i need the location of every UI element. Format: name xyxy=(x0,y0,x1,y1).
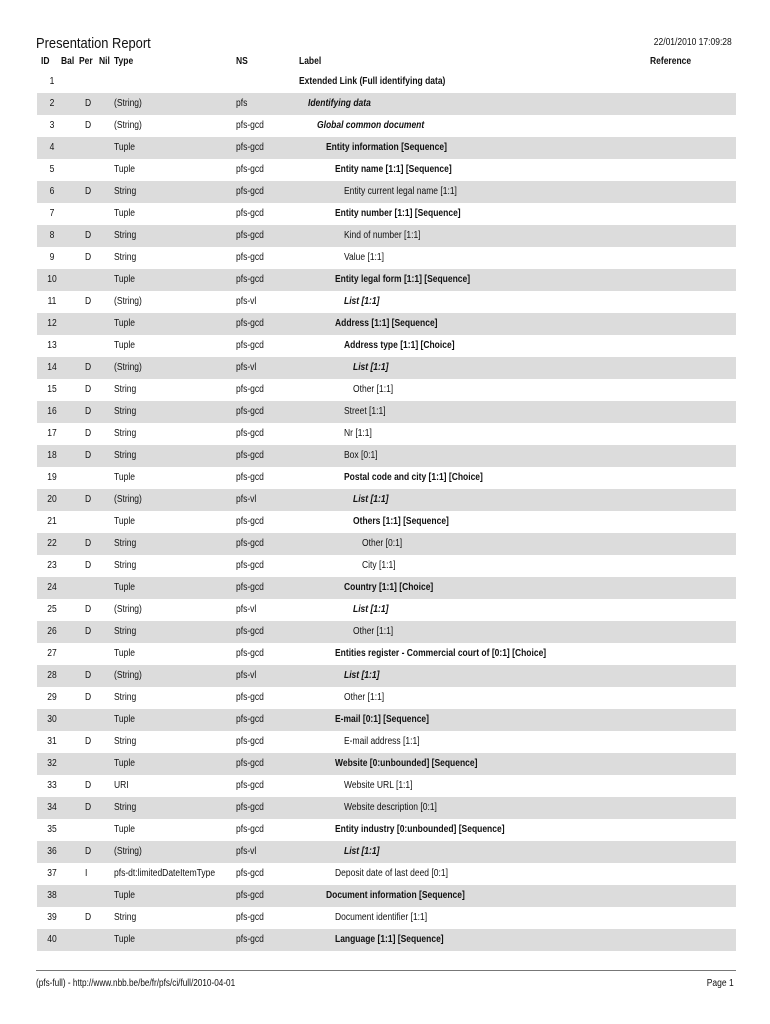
cell-id: 38 xyxy=(47,890,57,901)
cell-id: 22 xyxy=(47,538,57,549)
cell-type: String xyxy=(114,538,137,549)
cell-id: 2 xyxy=(49,98,55,109)
cell-type: (String) xyxy=(114,120,142,131)
table-row xyxy=(37,445,736,467)
cell-label: City [1:1] xyxy=(362,560,396,571)
cell-label: Box [0:1] xyxy=(344,450,378,461)
table-row xyxy=(37,753,736,775)
cell-id: 40 xyxy=(47,934,57,945)
cell-label: Others [1:1] [Sequence] xyxy=(353,516,449,527)
footer-source: (pfs-full) - http://www.nbb.be/be/fr/pfs/ci/full/2010-04-01 xyxy=(36,978,236,989)
cell-type: String xyxy=(114,450,137,461)
cell-type: (String) xyxy=(114,604,142,615)
table-row xyxy=(37,643,736,665)
cell-type: Tuple xyxy=(114,318,135,329)
cell-ns: pfs-gcd xyxy=(236,252,264,263)
cell-type: Tuple xyxy=(114,274,135,285)
cell-id: 15 xyxy=(47,384,57,395)
cell-ns: pfs-gcd xyxy=(236,120,264,131)
cell-bal: D xyxy=(85,406,92,417)
cell-type: Tuple xyxy=(114,890,135,901)
cell-ns: pfs-gcd xyxy=(236,560,264,571)
cell-ns: pfs-gcd xyxy=(236,428,264,439)
col-type-header: Type xyxy=(114,56,134,67)
cell-label: Address type [1:1] [Choice] xyxy=(344,340,455,351)
table-row xyxy=(37,907,736,929)
cell-ns: pfs-vl xyxy=(236,604,257,615)
cell-label: Document identifier [1:1] xyxy=(335,912,428,923)
cell-type: (String) xyxy=(114,670,142,681)
table-row xyxy=(37,93,736,115)
cell-ns: pfs-gcd xyxy=(236,714,264,725)
cell-type: pfs-dt:limitedDateItemType xyxy=(114,868,216,879)
cell-bal: D xyxy=(85,98,92,109)
cell-id: 25 xyxy=(47,604,57,615)
col-nil-header: Nil xyxy=(99,56,110,67)
table-row xyxy=(37,929,736,951)
table-row xyxy=(37,665,736,687)
cell-label: List [1:1] xyxy=(344,296,380,307)
cell-bal: I xyxy=(85,868,88,879)
table-row xyxy=(37,863,736,885)
report-table xyxy=(37,71,736,951)
cell-id: 39 xyxy=(47,912,57,923)
table-row xyxy=(37,555,736,577)
cell-label: Nr [1:1] xyxy=(344,428,372,439)
table-row xyxy=(37,687,736,709)
cell-bal: D xyxy=(85,846,92,857)
cell-ns: pfs-gcd xyxy=(236,274,264,285)
cell-ns: pfs-vl xyxy=(236,362,257,373)
cell-label: Global common document xyxy=(317,120,425,131)
cell-bal: D xyxy=(85,736,92,747)
cell-id: 24 xyxy=(47,582,57,593)
cell-label: E-mail [0:1] [Sequence] xyxy=(335,714,430,725)
cell-ns: pfs-gcd xyxy=(236,230,264,241)
cell-type: Tuple xyxy=(114,516,135,527)
table-row xyxy=(37,379,736,401)
cell-bal: D xyxy=(85,362,92,373)
cell-bal: D xyxy=(85,384,92,395)
cell-ns: pfs-gcd xyxy=(236,934,264,945)
table-row xyxy=(37,423,736,445)
cell-ns: pfs-gcd xyxy=(236,692,264,703)
cell-label: Other [1:1] xyxy=(353,384,394,395)
cell-ns: pfs-vl xyxy=(236,494,257,505)
cell-id: 19 xyxy=(47,472,57,483)
report-timestamp: 22/01/2010 17:09:28 xyxy=(653,37,732,48)
cell-ns: pfs-gcd xyxy=(236,626,264,637)
cell-type: String xyxy=(114,692,137,703)
cell-type: String xyxy=(114,252,137,263)
cell-ns: pfs-gcd xyxy=(236,450,264,461)
table-row xyxy=(37,885,736,907)
cell-label: Entity current legal name [1:1] xyxy=(344,186,457,197)
table-row xyxy=(37,533,736,555)
table-row xyxy=(37,71,736,93)
cell-bal: D xyxy=(85,802,92,813)
cell-label: E-mail address [1:1] xyxy=(344,736,420,747)
table-row xyxy=(37,401,736,423)
cell-id: 31 xyxy=(47,736,57,747)
cell-label: Entity information [Sequence] xyxy=(326,142,447,153)
cell-bal: D xyxy=(85,692,92,703)
cell-ns: pfs-gcd xyxy=(236,164,264,175)
cell-label: Extended Link (Full identifying data) xyxy=(299,76,446,87)
cell-type: String xyxy=(114,912,137,923)
cell-ns: pfs-vl xyxy=(236,296,257,307)
cell-ns: pfs-gcd xyxy=(236,868,264,879)
cell-id: 3 xyxy=(49,120,55,131)
cell-ns: pfs-gcd xyxy=(236,406,264,417)
table-row xyxy=(37,203,736,225)
cell-ns: pfs-gcd xyxy=(236,186,264,197)
cell-id: 6 xyxy=(49,186,55,197)
table-row xyxy=(37,137,736,159)
footer-divider xyxy=(36,970,736,971)
cell-id: 11 xyxy=(47,296,57,307)
cell-id: 13 xyxy=(47,340,57,351)
cell-ns: pfs-gcd xyxy=(236,736,264,747)
cell-ns: pfs-gcd xyxy=(236,648,264,659)
cell-type: String xyxy=(114,736,137,747)
cell-id: 21 xyxy=(47,516,57,527)
table-row xyxy=(37,313,736,335)
cell-label: Country [1:1] [Choice] xyxy=(344,582,434,593)
cell-label: Other [0:1] xyxy=(362,538,403,549)
cell-label: Website URL [1:1] xyxy=(344,780,413,791)
cell-bal: D xyxy=(85,780,92,791)
cell-id: 10 xyxy=(47,274,57,285)
cell-bal: D xyxy=(85,494,92,505)
col-id-header: ID xyxy=(41,56,50,67)
cell-id: 28 xyxy=(47,670,57,681)
cell-id: 37 xyxy=(47,868,57,879)
cell-ns: pfs-gcd xyxy=(236,824,264,835)
cell-type: String xyxy=(114,230,137,241)
table-row xyxy=(37,291,736,313)
table-row xyxy=(37,159,736,181)
cell-ns: pfs-gcd xyxy=(236,384,264,395)
cell-ns: pfs-gcd xyxy=(236,142,264,153)
col-label-header: Label xyxy=(299,56,322,67)
cell-id: 36 xyxy=(47,846,57,857)
cell-ns: pfs-gcd xyxy=(236,538,264,549)
footer-page-number: Page 1 xyxy=(707,978,734,989)
table-row xyxy=(37,115,736,137)
cell-type: Tuple xyxy=(114,758,135,769)
cell-label: Address [1:1] [Sequence] xyxy=(335,318,438,329)
cell-ns: pfs-gcd xyxy=(236,318,264,329)
cell-type: Tuple xyxy=(114,164,135,175)
col-per-header: Per xyxy=(79,56,93,67)
cell-type: Tuple xyxy=(114,472,135,483)
cell-id: 5 xyxy=(49,164,55,175)
cell-type: String xyxy=(114,802,137,813)
cell-id: 1 xyxy=(49,76,55,87)
cell-ns: pfs-gcd xyxy=(236,802,264,813)
cell-label: Entity industry [0:unbounded] [Sequence] xyxy=(335,824,505,835)
cell-id: 17 xyxy=(47,428,57,439)
cell-label: Website description [0:1] xyxy=(344,802,437,813)
table-row xyxy=(37,775,736,797)
cell-type: URI xyxy=(114,780,129,791)
cell-bal: D xyxy=(85,186,92,197)
cell-type: Tuple xyxy=(114,824,135,835)
table-row xyxy=(37,181,736,203)
cell-type: (String) xyxy=(114,494,142,505)
cell-type: Tuple xyxy=(114,714,135,725)
cell-id: 16 xyxy=(47,406,57,417)
cell-ns: pfs-gcd xyxy=(236,890,264,901)
table-row xyxy=(37,577,736,599)
cell-label: Other [1:1] xyxy=(344,692,385,703)
table-row xyxy=(37,489,736,511)
table-row xyxy=(37,467,736,489)
cell-type: String xyxy=(114,560,137,571)
cell-id: 27 xyxy=(47,648,57,659)
cell-type: (String) xyxy=(114,296,142,307)
cell-label: List [1:1] xyxy=(353,494,389,505)
table-row xyxy=(37,731,736,753)
cell-type: String xyxy=(114,186,137,197)
cell-label: List [1:1] xyxy=(344,670,380,681)
cell-id: 34 xyxy=(47,802,57,813)
cell-id: 29 xyxy=(47,692,57,703)
cell-label: Deposit date of last deed [0:1] xyxy=(335,868,448,879)
cell-id: 30 xyxy=(47,714,57,725)
table-row xyxy=(37,335,736,357)
cell-type: String xyxy=(114,406,137,417)
cell-bal: D xyxy=(85,450,92,461)
cell-label: Street [1:1] xyxy=(344,406,386,417)
cell-type: String xyxy=(114,626,137,637)
cell-id: 35 xyxy=(47,824,57,835)
table-row xyxy=(37,819,736,841)
cell-type: (String) xyxy=(114,362,142,373)
cell-label: List [1:1] xyxy=(344,846,380,857)
cell-label: Document information [Sequence] xyxy=(326,890,465,901)
cell-id: 33 xyxy=(47,780,57,791)
cell-ns: pfs-gcd xyxy=(236,582,264,593)
cell-type: Tuple xyxy=(114,142,135,153)
cell-type: Tuple xyxy=(114,340,135,351)
cell-id: 7 xyxy=(49,208,55,219)
cell-label: Entity name [1:1] [Sequence] xyxy=(335,164,452,175)
cell-ns: pfs-gcd xyxy=(236,472,264,483)
cell-bal: D xyxy=(85,604,92,615)
cell-label: Identifying data xyxy=(308,98,371,109)
cell-ns: pfs-gcd xyxy=(236,208,264,219)
cell-id: 32 xyxy=(47,758,57,769)
cell-label: Kind of number [1:1] xyxy=(344,230,421,241)
cell-type: Tuple xyxy=(114,582,135,593)
cell-bal: D xyxy=(85,912,92,923)
cell-bal: D xyxy=(85,296,92,307)
cell-id: 8 xyxy=(49,230,55,241)
cell-id: 18 xyxy=(47,450,57,461)
table-row xyxy=(37,269,736,291)
cell-bal: D xyxy=(85,626,92,637)
cell-type: Tuple xyxy=(114,934,135,945)
table-row xyxy=(37,247,736,269)
cell-ns: pfs-gcd xyxy=(236,340,264,351)
cell-ns: pfs-gcd xyxy=(236,516,264,527)
col-bal-header: Bal xyxy=(61,56,75,67)
cell-label: Entity legal form [1:1] [Sequence] xyxy=(335,274,471,285)
cell-label: Entities register - Commercial court of [0:1] [Choice] xyxy=(335,648,547,659)
cell-ns: pfs-gcd xyxy=(236,758,264,769)
cell-bal: D xyxy=(85,230,92,241)
cell-bal: D xyxy=(85,428,92,439)
table-row xyxy=(37,511,736,533)
cell-label: List [1:1] xyxy=(353,604,389,615)
cell-id: 4 xyxy=(49,142,55,153)
cell-type: (String) xyxy=(114,98,142,109)
cell-ns: pfs-gcd xyxy=(236,912,264,923)
table-row xyxy=(37,709,736,731)
column-header-row xyxy=(0,56,770,70)
cell-ns: pfs-vl xyxy=(236,846,257,857)
cell-label: Website [0:unbounded] [Sequence] xyxy=(335,758,478,769)
report-title: Presentation Report xyxy=(36,35,151,52)
cell-id: 20 xyxy=(47,494,57,505)
cell-id: 14 xyxy=(47,362,57,373)
cell-id: 26 xyxy=(47,626,57,637)
cell-label: Postal code and city [1:1] [Choice] xyxy=(344,472,483,483)
cell-id: 12 xyxy=(47,318,57,329)
col-ns-header: NS xyxy=(236,56,248,67)
col-reference-header: Reference xyxy=(650,56,692,67)
cell-id: 9 xyxy=(49,252,55,263)
table-row xyxy=(37,599,736,621)
table-row xyxy=(37,797,736,819)
cell-type: (String) xyxy=(114,846,142,857)
table-row xyxy=(37,841,736,863)
table-row xyxy=(37,621,736,643)
cell-ns: pfs xyxy=(236,98,248,109)
cell-bal: D xyxy=(85,670,92,681)
cell-ns: pfs-vl xyxy=(236,670,257,681)
cell-type: Tuple xyxy=(114,648,135,659)
cell-label: List [1:1] xyxy=(353,362,389,373)
cell-bal: D xyxy=(85,120,92,131)
cell-type: String xyxy=(114,384,137,395)
cell-label: Language [1:1] [Sequence] xyxy=(335,934,444,945)
cell-label: Other [1:1] xyxy=(353,626,394,637)
cell-bal: D xyxy=(85,560,92,571)
table-row xyxy=(37,357,736,379)
cell-bal: D xyxy=(85,538,92,549)
cell-bal: D xyxy=(85,252,92,263)
table-row xyxy=(37,225,736,247)
cell-label: Value [1:1] xyxy=(344,252,385,263)
cell-label: Entity number [1:1] [Sequence] xyxy=(335,208,461,219)
cell-id: 23 xyxy=(47,560,57,571)
cell-ns: pfs-gcd xyxy=(236,780,264,791)
cell-type: Tuple xyxy=(114,208,135,219)
cell-type: String xyxy=(114,428,137,439)
